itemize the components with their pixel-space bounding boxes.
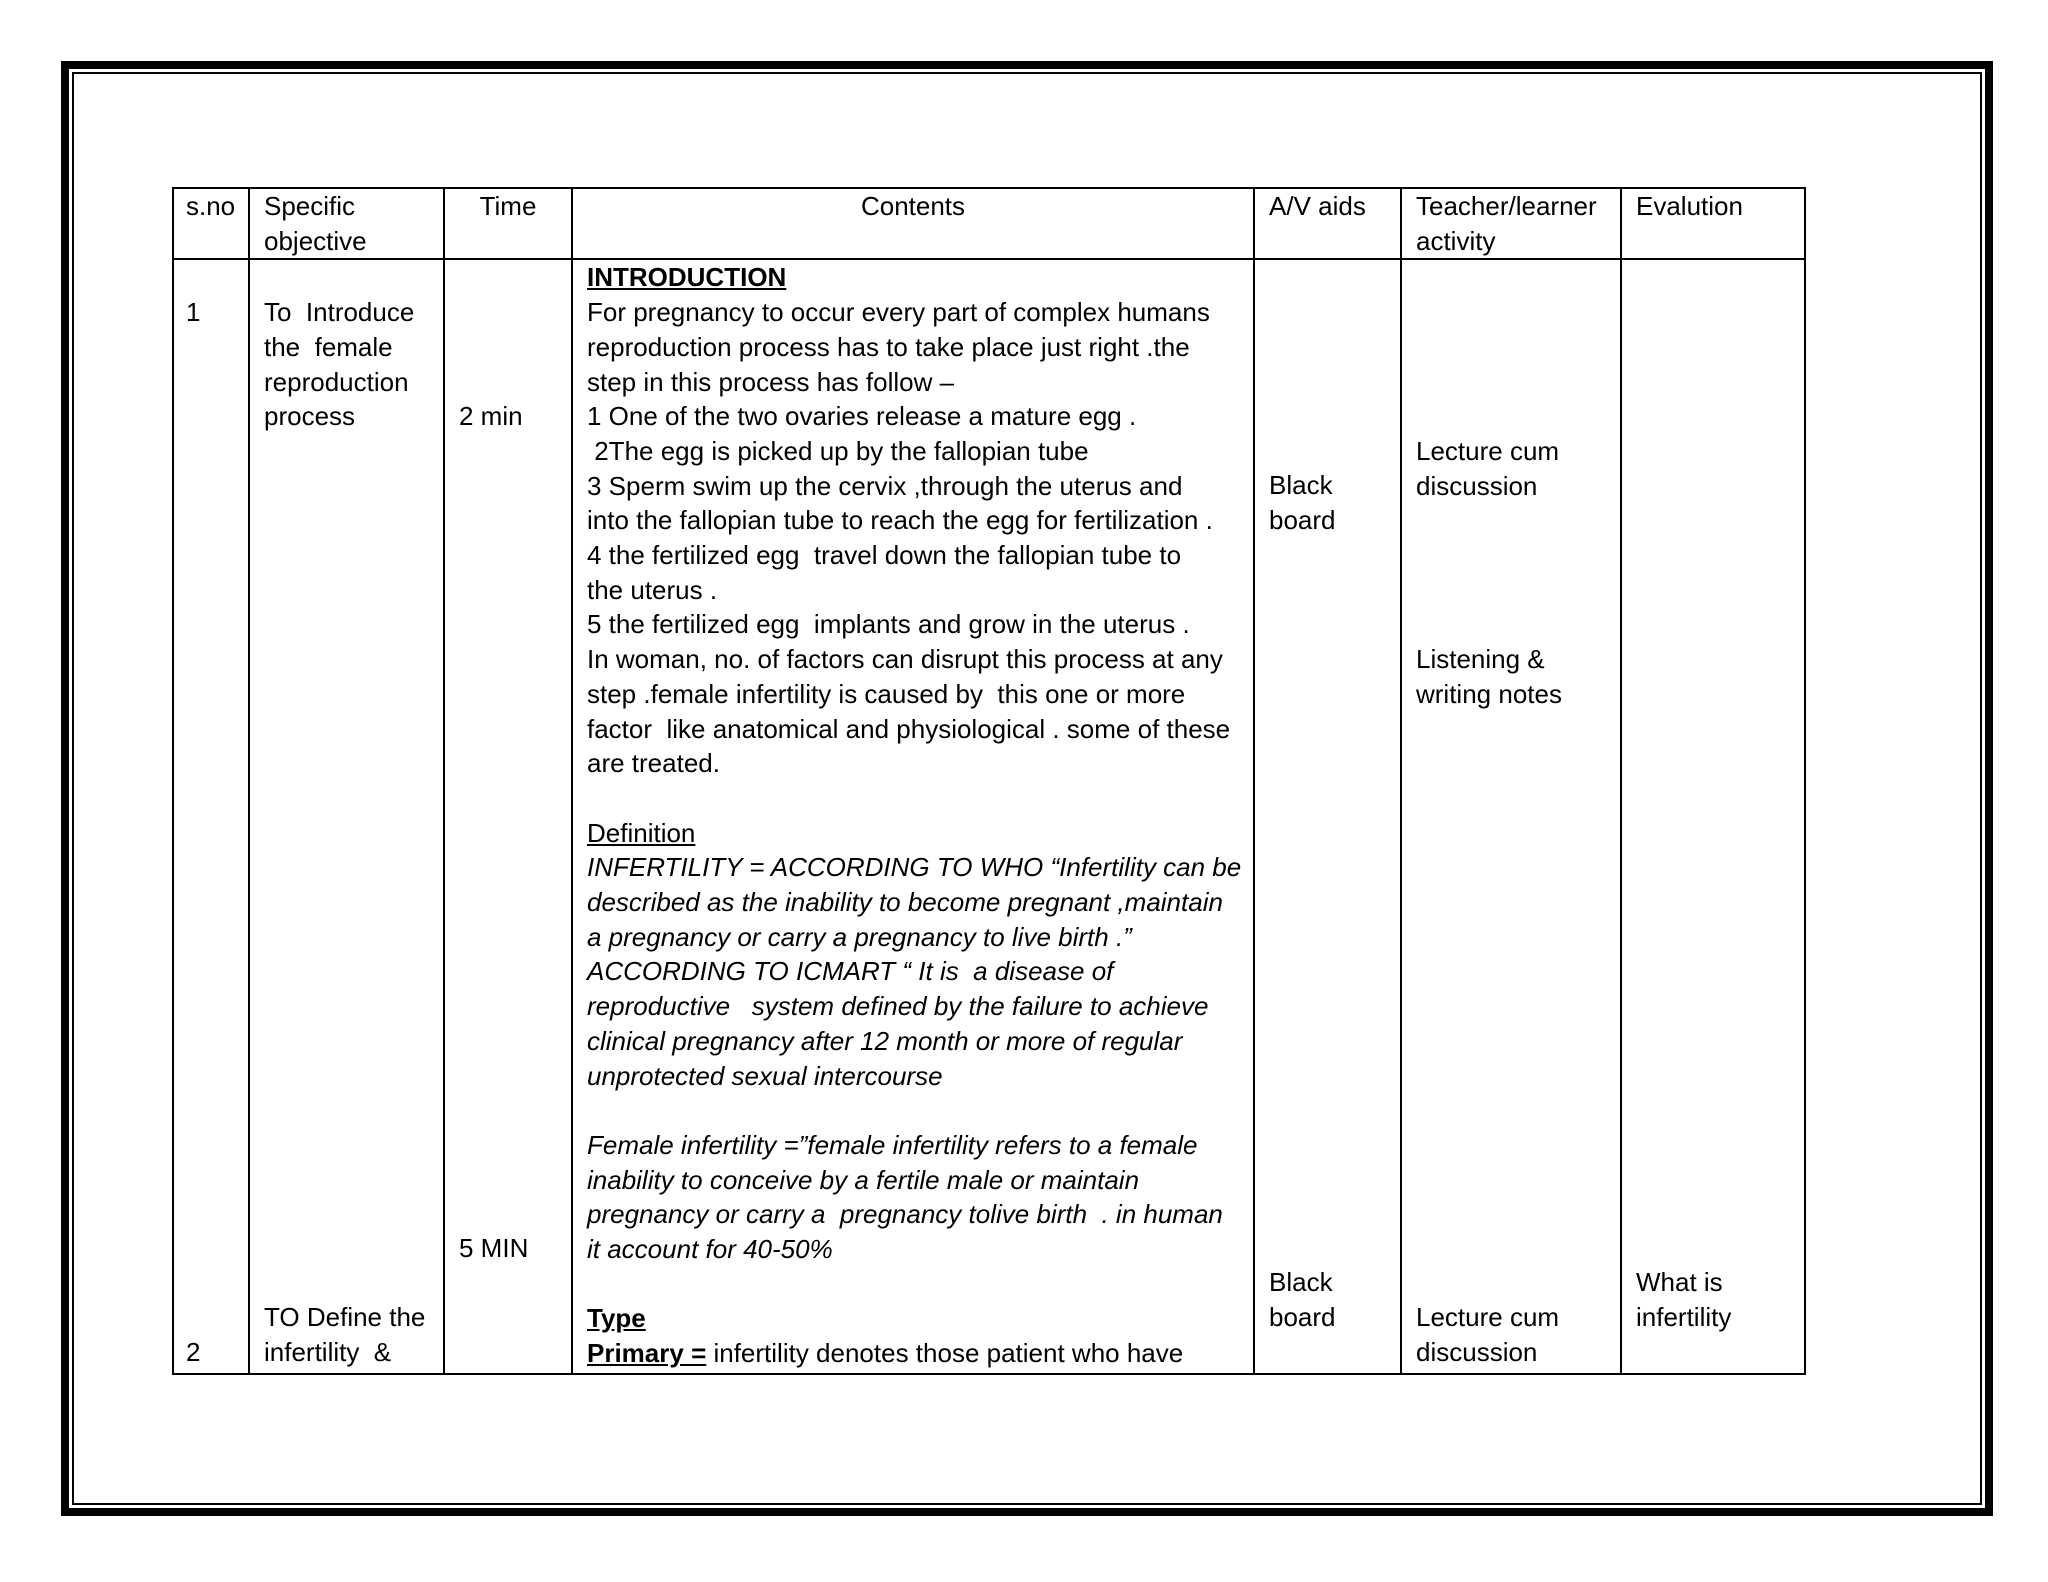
row-number-2: 2 [186,1337,201,1368]
primary-line [587,1336,1239,1371]
intro-line: reproduction process has to take place just right .the [587,331,1190,362]
header-sno: s.no [173,188,249,259]
table-header-row [173,188,1805,259]
activity-3: Lecture cum discussion [1416,1302,1560,1368]
primary-text: infertility denotes those patient who have [706,1338,1184,1369]
header-contents: Contents [572,188,1254,259]
header-av-aids: A/V aids [1254,188,1401,259]
intro-line: In woman, no. of factors can disrupt this process at any [587,644,1223,675]
objective-2: TO Define the infertility & [264,1302,426,1368]
activity-2: Listening & writing notes [1416,644,1562,709]
intro-line: factor like anatomical and physiological . some of these [587,713,1231,744]
contents-body [587,260,1242,1370]
intro-line: step in this process has follow – [587,366,955,397]
intro-line: 1 One of the two ovaries release a mature egg . [587,401,1137,432]
cell-evaluation [1621,259,1805,1374]
table-row [173,259,1805,1374]
definition-line: a pregnancy or carry a pregnancy to live birth .” [587,921,1132,952]
header-objective: Specific objective [249,188,444,259]
time-2: 5 MIN [459,1233,529,1264]
cell-objective [249,259,444,1374]
definition-line: ACCORDING TO ICMART “ It is a disease of [587,956,1114,987]
cell-sno [173,259,249,1374]
activity-1: Lecture cum discussion [1416,435,1560,501]
definition-heading: Definition [587,817,696,848]
intro-line: into the fallopian tube to reach the egg for fertilization . [587,505,1213,536]
intro-line: 5 the fertilized egg implants and grow in the uterus . [587,609,1190,640]
female-infertility-line: Female infertility =”female infertility refers to a female [587,1129,1198,1160]
definition-line: unprotected sexual intercourse [587,1060,943,1091]
header-time: Time [444,188,572,259]
type-heading: Type [587,1303,646,1334]
header-activity: Teacher/learner activity [1401,188,1621,259]
female-infertility-line: inability to conceive by a fertile male or maintain [587,1164,1140,1195]
cell-contents [572,259,1254,1374]
definition-line: described as the inability to become pregnant ,maintain [587,887,1223,918]
time-1: 2 min [459,401,523,432]
definition-line: clinical pregnancy after 12 month or more of regular [587,1025,1183,1056]
header-evaluation: Evalution [1621,188,1805,259]
av-aid-1: Black board [1269,470,1336,536]
female-infertility-line: pregnancy or carry a pregnancy tolive birth . in human [587,1199,1223,1230]
cell-av-aids [1254,259,1401,1374]
intro-line: step .female infertility is caused by this one or more [587,678,1186,709]
cell-activity [1401,259,1621,1374]
primary-label: Primary = [587,1338,707,1369]
row-number-1: 1 [186,297,201,328]
intro-line: For pregnancy to occur every part of complex humans [587,297,1210,328]
definition-line: reproductive system defined by the failure to achieve [587,991,1209,1022]
introduction-heading: INTRODUCTION [587,262,787,293]
female-infertility-line: it account for 40-50% [587,1234,833,1265]
cell-time [444,259,572,1374]
evaluation-1: What is infertility [1636,1267,1732,1333]
intro-line: 4 the fertilized egg travel down the fallopian tube to [587,540,1182,571]
intro-line: are treated. [587,748,720,779]
definition-line: INFERTILITY = ACCORDING TO WHO “Infertility can be [587,852,1242,883]
intro-line: 3 Sperm swim up the cervix ,through the uterus and [587,470,1183,501]
objective-1: To Introduce the female reproduction process [264,297,415,432]
av-aid-2: Black board [1269,1267,1336,1333]
intro-line: 2The egg is picked up by the fallopian tube [587,435,1089,466]
intro-line: the uterus . [587,574,718,605]
lesson-plan-table [172,187,1806,1375]
